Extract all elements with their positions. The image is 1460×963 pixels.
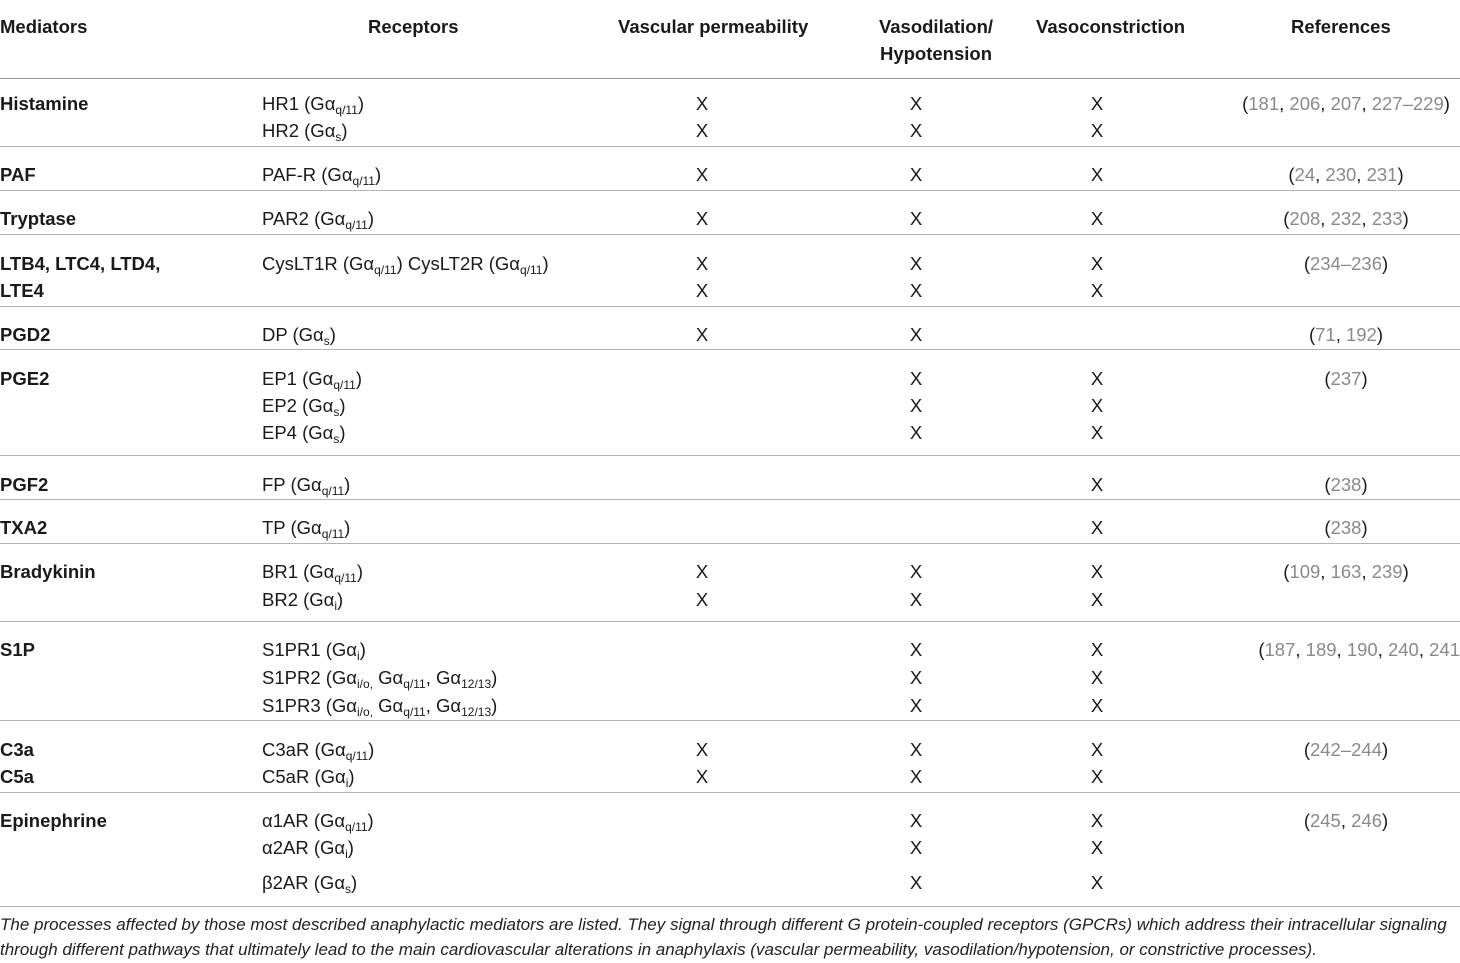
reference-number: 189 — [1305, 639, 1337, 660]
receptor-label-tail: ) — [491, 695, 498, 716]
mark-vasoconstriction: X — [1090, 93, 1104, 114]
receptor-label-tail: Gα — [373, 667, 404, 688]
receptor-subscript: q/11 — [333, 378, 356, 392]
receptor-label: β2AR (Gα — [262, 872, 346, 893]
receptor-name — [262, 392, 346, 419]
reference-number: 239 — [1371, 561, 1403, 582]
subscript — [353, 174, 375, 188]
mediator-name: LTB4, LTC4, LTD4, — [0, 253, 161, 274]
receptor-subscript: q/11 — [345, 218, 368, 232]
mark-vasoconstriction: X — [1090, 474, 1104, 495]
mark-vasoconstriction: X — [1090, 695, 1104, 716]
reference-number: 163 — [1330, 561, 1362, 582]
receptor-subscript: q/11 — [334, 571, 357, 585]
receptor-name — [262, 586, 343, 613]
row-divider — [0, 621, 1460, 622]
row-divider — [0, 349, 1460, 350]
receptor-label-tail: , Gα — [425, 695, 462, 716]
mark-vasodilation: X — [909, 639, 923, 660]
subscript — [374, 263, 396, 277]
receptor-name — [262, 834, 354, 861]
mark-vasoconstriction: X — [1090, 561, 1104, 582]
receptor-label-tail: ) — [351, 872, 358, 893]
receptor-subscript: s — [323, 334, 330, 348]
mark-vasodilation: X — [909, 837, 923, 858]
receptor-label-tail: ) — [339, 395, 346, 416]
receptor-label-tail: Gα — [373, 695, 404, 716]
mediator-name: PGF2 — [0, 474, 49, 495]
row-divider — [0, 543, 1460, 544]
receptor-subscript: q/11 — [345, 749, 369, 763]
reference-number: 109 — [1289, 561, 1321, 582]
receptor-subscript: s — [333, 405, 340, 419]
reference-number: 238 — [1330, 517, 1362, 538]
mediator-name: Histamine — [0, 93, 89, 114]
mediator-name: TXA2 — [0, 517, 48, 538]
receptor-label: α2AR (Gα — [262, 837, 346, 858]
receptor-label-tail: ) — [344, 517, 351, 538]
receptor-label: S1PR2 (Gα — [262, 667, 358, 688]
subscript — [335, 103, 357, 117]
mediator-name: S1P — [0, 639, 35, 660]
mediator-name: LTE4 — [0, 280, 44, 301]
receptor-name — [262, 807, 374, 834]
row-divider — [0, 499, 1460, 500]
mark-vascular-permeability: X — [695, 589, 709, 610]
header-vascular-permeability: Vascular permeability — [618, 16, 809, 37]
mark-vasodilation: X — [909, 739, 923, 760]
receptor-label: PAR2 (Gα — [262, 208, 346, 229]
receptor-name — [262, 117, 348, 144]
receptor-label-tail: ) — [348, 766, 355, 787]
table-caption: The processes affected by those most described anaphylactic mediators are listed. They signal through different G protein-coupled receptors (GPCRs) which address their intracellular signaling through different pathways that ultimately lead to the main cardiovascular alterations in anaphylaxis (vascular permeability, vasodilation/hypotension, or constrictive processes). — [0, 915, 1447, 959]
mark-vasoconstriction: X — [1090, 422, 1104, 443]
mark-vascular-permeability: X — [695, 93, 709, 114]
mark-vascular-permeability: X — [695, 739, 709, 760]
mark-vasoconstriction: X — [1090, 280, 1104, 301]
mark-vascular-permeability: X — [695, 280, 709, 301]
receptor-label-tail: ) — [368, 739, 375, 760]
mark-vasodilation: X — [909, 695, 923, 716]
receptor-label: PAF-R (Gα — [262, 164, 353, 185]
receptor-name — [262, 250, 549, 277]
row-divider — [0, 906, 1460, 907]
receptor-name — [262, 321, 336, 348]
receptor-subscript: q/11 — [321, 527, 345, 541]
reference-number: 234–236 — [1309, 253, 1383, 274]
mark-vasoconstriction: X — [1090, 667, 1104, 688]
receptor-label-tail: ) — [359, 639, 366, 660]
row-divider — [0, 455, 1460, 456]
reference-number: 207 — [1330, 93, 1362, 114]
subscript — [345, 820, 367, 834]
mark-vasoconstriction: X — [1090, 766, 1104, 787]
references-cell: (71, 192) — [1308, 324, 1384, 345]
reference-number: 246 — [1351, 810, 1383, 831]
receptor-label-tail: ) — [491, 667, 498, 688]
reference-number: 208 — [1289, 208, 1321, 229]
subscript — [345, 218, 367, 232]
receptor-name — [262, 365, 362, 392]
reference-number: 187 — [1264, 639, 1296, 660]
receptor-name — [262, 736, 374, 763]
receptor-name — [262, 664, 497, 691]
receptor-label: C3aR (Gα — [262, 739, 346, 760]
reference-number: 241 — [1429, 639, 1460, 660]
receptor-subscript: q/11 — [403, 705, 426, 719]
receptor-label-tail: ) — [329, 324, 336, 345]
receptor-label-tail: ) — [337, 589, 344, 610]
receptor-name — [262, 419, 346, 446]
row-divider — [0, 190, 1460, 191]
receptor-label: HR2 (Gα — [262, 120, 336, 141]
mark-vascular-permeability: X — [695, 208, 709, 229]
receptor-name — [262, 161, 381, 188]
mark-vasoconstriction: X — [1090, 872, 1104, 893]
receptor-label: C5aR (Gα — [262, 766, 346, 787]
mediator-name: C5a — [0, 766, 34, 787]
header-divider — [0, 78, 1460, 79]
mark-vascular-permeability: X — [695, 561, 709, 582]
mark-vasoconstriction: X — [1090, 368, 1104, 389]
receptor-name — [262, 763, 355, 790]
receptor-name — [262, 636, 366, 663]
receptor-label: CysLT1R (Gα — [262, 253, 375, 274]
mark-vasodilation: X — [909, 253, 923, 274]
mark-vasodilation: X — [909, 810, 923, 831]
mark-vascular-permeability: X — [695, 766, 709, 787]
reference-number: 240 — [1387, 639, 1419, 660]
reference-number: 71 — [1315, 324, 1336, 345]
mediator-name: PAF — [0, 164, 36, 185]
mark-vasodilation: X — [909, 766, 923, 787]
references-cell: (237) — [1324, 368, 1368, 389]
receptor-subscript: i — [357, 649, 360, 663]
receptor-label-tail: ) — [344, 474, 351, 495]
receptor-label: α1AR (Gα — [262, 810, 346, 831]
receptor-subscript: i — [334, 599, 338, 613]
reference-number: 206 — [1289, 93, 1321, 114]
mark-vasodilation: X — [909, 561, 923, 582]
mark-vasodilation: X — [909, 667, 923, 688]
receptor-subscript: i — [345, 776, 349, 790]
subscript — [333, 378, 355, 392]
header-vasoconstriction: Vasoconstriction — [1036, 16, 1186, 37]
subscript — [461, 677, 491, 691]
receptor-subscript: q/11 — [403, 677, 426, 691]
receptor-subscript: 12/13 — [461, 705, 492, 719]
mark-vascular-permeability: X — [695, 120, 709, 141]
subscript — [322, 484, 344, 498]
subscript — [520, 263, 542, 277]
reference-number: 238 — [1330, 474, 1362, 495]
receptor-label-tail: ) — [355, 368, 362, 389]
receptor-subscript: i/o, — [357, 705, 374, 719]
subscript — [357, 677, 373, 691]
references-cell: (242–244) — [1303, 739, 1389, 760]
receptor-subscript: q/11 — [352, 174, 375, 188]
header-vasodilation-line1: Vasodilation/ — [878, 16, 994, 37]
references-cell: (109, 163, 239) — [1283, 561, 1409, 582]
mark-vasoconstriction: X — [1090, 810, 1104, 831]
references-cell: (245, 246) — [1303, 810, 1389, 831]
reference-number: 190 — [1346, 639, 1378, 660]
mark-vasoconstriction: X — [1090, 208, 1104, 229]
references-cell: (24, 230, 231) — [1288, 164, 1404, 185]
receptor-label-tail: ) — [367, 208, 374, 229]
reference-number: 245 — [1309, 810, 1341, 831]
receptor-subscript: s — [335, 130, 342, 144]
subscript — [357, 705, 373, 719]
receptor-subscript: s — [345, 882, 352, 896]
mark-vascular-permeability: X — [695, 324, 709, 345]
mark-vasoconstriction: X — [1090, 164, 1104, 185]
references-cell: (208, 232, 233) — [1283, 208, 1409, 229]
subscript — [403, 677, 425, 691]
references-cell: (238) — [1324, 474, 1368, 495]
mark-vasoconstriction: X — [1090, 639, 1104, 660]
receptor-label: EP2 (Gα — [262, 395, 334, 416]
header-vasodilation — [872, 13, 1000, 67]
receptor-label: HR1 (Gα — [262, 93, 336, 114]
receptor-subscript: s — [333, 432, 340, 446]
receptor-subscript: q/11 — [520, 263, 543, 277]
receptor-label: DP (Gα — [262, 324, 324, 345]
mark-vasodilation: X — [909, 872, 923, 893]
receptor-name — [262, 90, 364, 117]
mark-vasodilation: X — [909, 120, 923, 141]
receptor-label-tail: ) — [542, 253, 549, 274]
mark-vascular-permeability: X — [695, 164, 709, 185]
header-receptors: Receptors — [368, 16, 459, 37]
receptor-label-tail: ) — [367, 810, 374, 831]
receptor-name — [262, 558, 363, 585]
receptor-label-tail: , Gα — [425, 667, 462, 688]
row-divider — [0, 306, 1460, 307]
subscript — [346, 749, 368, 763]
mark-vasoconstriction: X — [1090, 395, 1104, 416]
mediator-name: Bradykinin — [0, 561, 96, 582]
receptor-subscript: i — [345, 847, 348, 861]
mediator-name: PGD2 — [0, 324, 51, 345]
receptor-label: EP4 (Gα — [262, 422, 334, 443]
receptor-label: S1PR3 (Gα — [262, 695, 358, 716]
mediator-name: C3a — [0, 739, 34, 760]
subscript — [322, 527, 344, 541]
reference-number: 227–229 — [1371, 93, 1444, 114]
mark-vasoconstriction: X — [1090, 253, 1104, 274]
reference-number: 233 — [1371, 208, 1403, 229]
receptor-subscript: q/11 — [374, 263, 397, 277]
receptor-label: FP (Gα — [262, 474, 322, 495]
header-mediators: Mediators — [0, 16, 88, 37]
mark-vasoconstriction: X — [1090, 739, 1104, 760]
header-references: References — [1291, 16, 1391, 37]
mark-vascular-permeability: X — [695, 253, 709, 274]
receptor-subscript: i/o, — [357, 677, 374, 691]
receptor-subscript: q/11 — [335, 103, 358, 117]
subscript — [461, 705, 491, 719]
reference-number: 237 — [1330, 368, 1362, 389]
mark-vasodilation: X — [909, 93, 923, 114]
mark-vasodilation: X — [909, 208, 923, 229]
mark-vasodilation: X — [909, 422, 923, 443]
mark-vasodilation: X — [909, 395, 923, 416]
mark-vasodilation: X — [909, 368, 923, 389]
receptor-name — [262, 514, 350, 541]
receptor-label-tail: ) — [347, 837, 354, 858]
row-divider — [0, 720, 1460, 721]
receptor-label: TP (Gα — [262, 517, 322, 538]
row-divider — [0, 792, 1460, 793]
receptor-label-tail: ) — [357, 93, 365, 114]
row-divider — [0, 234, 1460, 235]
receptor-name — [262, 869, 357, 896]
receptor-label-tail: ) CysLT2R (Gα — [396, 253, 521, 274]
receptor-label-tail: ) — [374, 164, 382, 185]
receptor-subscript: q/11 — [321, 484, 345, 498]
references-cell: (187, 189, 190, 240, 241 — [1258, 639, 1460, 660]
receptor-name — [262, 692, 497, 719]
receptor-label-tail: ) — [341, 120, 348, 141]
receptor-subscript: q/11 — [345, 820, 368, 834]
receptor-label: EP1 (Gα — [262, 368, 334, 389]
receptor-label: S1PR1 (Gα — [262, 639, 358, 660]
header-vasodilation-line2: Hypotension — [879, 43, 993, 64]
mark-vasodilation: X — [909, 589, 923, 610]
receptor-label: BR2 (Gα — [262, 589, 335, 610]
reference-number: 24 — [1294, 164, 1316, 185]
mediator-name: PGE2 — [0, 368, 50, 389]
mark-vasodilation: X — [909, 324, 923, 345]
receptor-label-tail: ) — [339, 422, 346, 443]
subscript — [334, 571, 356, 585]
mark-vasoconstriction: X — [1090, 589, 1104, 610]
mark-vasodilation: X — [909, 164, 923, 185]
reference-number: 230 — [1325, 164, 1357, 185]
mark-vasoconstriction: X — [1090, 120, 1104, 141]
receptor-label: BR1 (Gα — [262, 561, 335, 582]
references-cell: (238) — [1324, 517, 1368, 538]
mark-vasoconstriction: X — [1090, 517, 1104, 538]
receptor-label-tail: ) — [356, 561, 364, 582]
mediator-name: Epinephrine — [0, 810, 107, 831]
receptor-subscript: 12/13 — [461, 677, 492, 691]
receptor-name — [262, 205, 374, 232]
mediator-name: Tryptase — [0, 208, 77, 229]
row-divider — [0, 146, 1460, 147]
subscript — [403, 705, 425, 719]
reference-number: 181 — [1248, 93, 1280, 114]
references-cell: (181, 206, 207, 227–229) — [1242, 93, 1450, 114]
reference-number: 231 — [1366, 164, 1398, 185]
reference-number: 242–244 — [1309, 739, 1383, 760]
mark-vasodilation: X — [909, 280, 923, 301]
references-cell: (234–236) — [1303, 253, 1389, 274]
reference-number: 192 — [1345, 324, 1377, 345]
receptor-name — [262, 471, 350, 498]
mark-vasoconstriction: X — [1090, 837, 1104, 858]
reference-number: 232 — [1330, 208, 1362, 229]
